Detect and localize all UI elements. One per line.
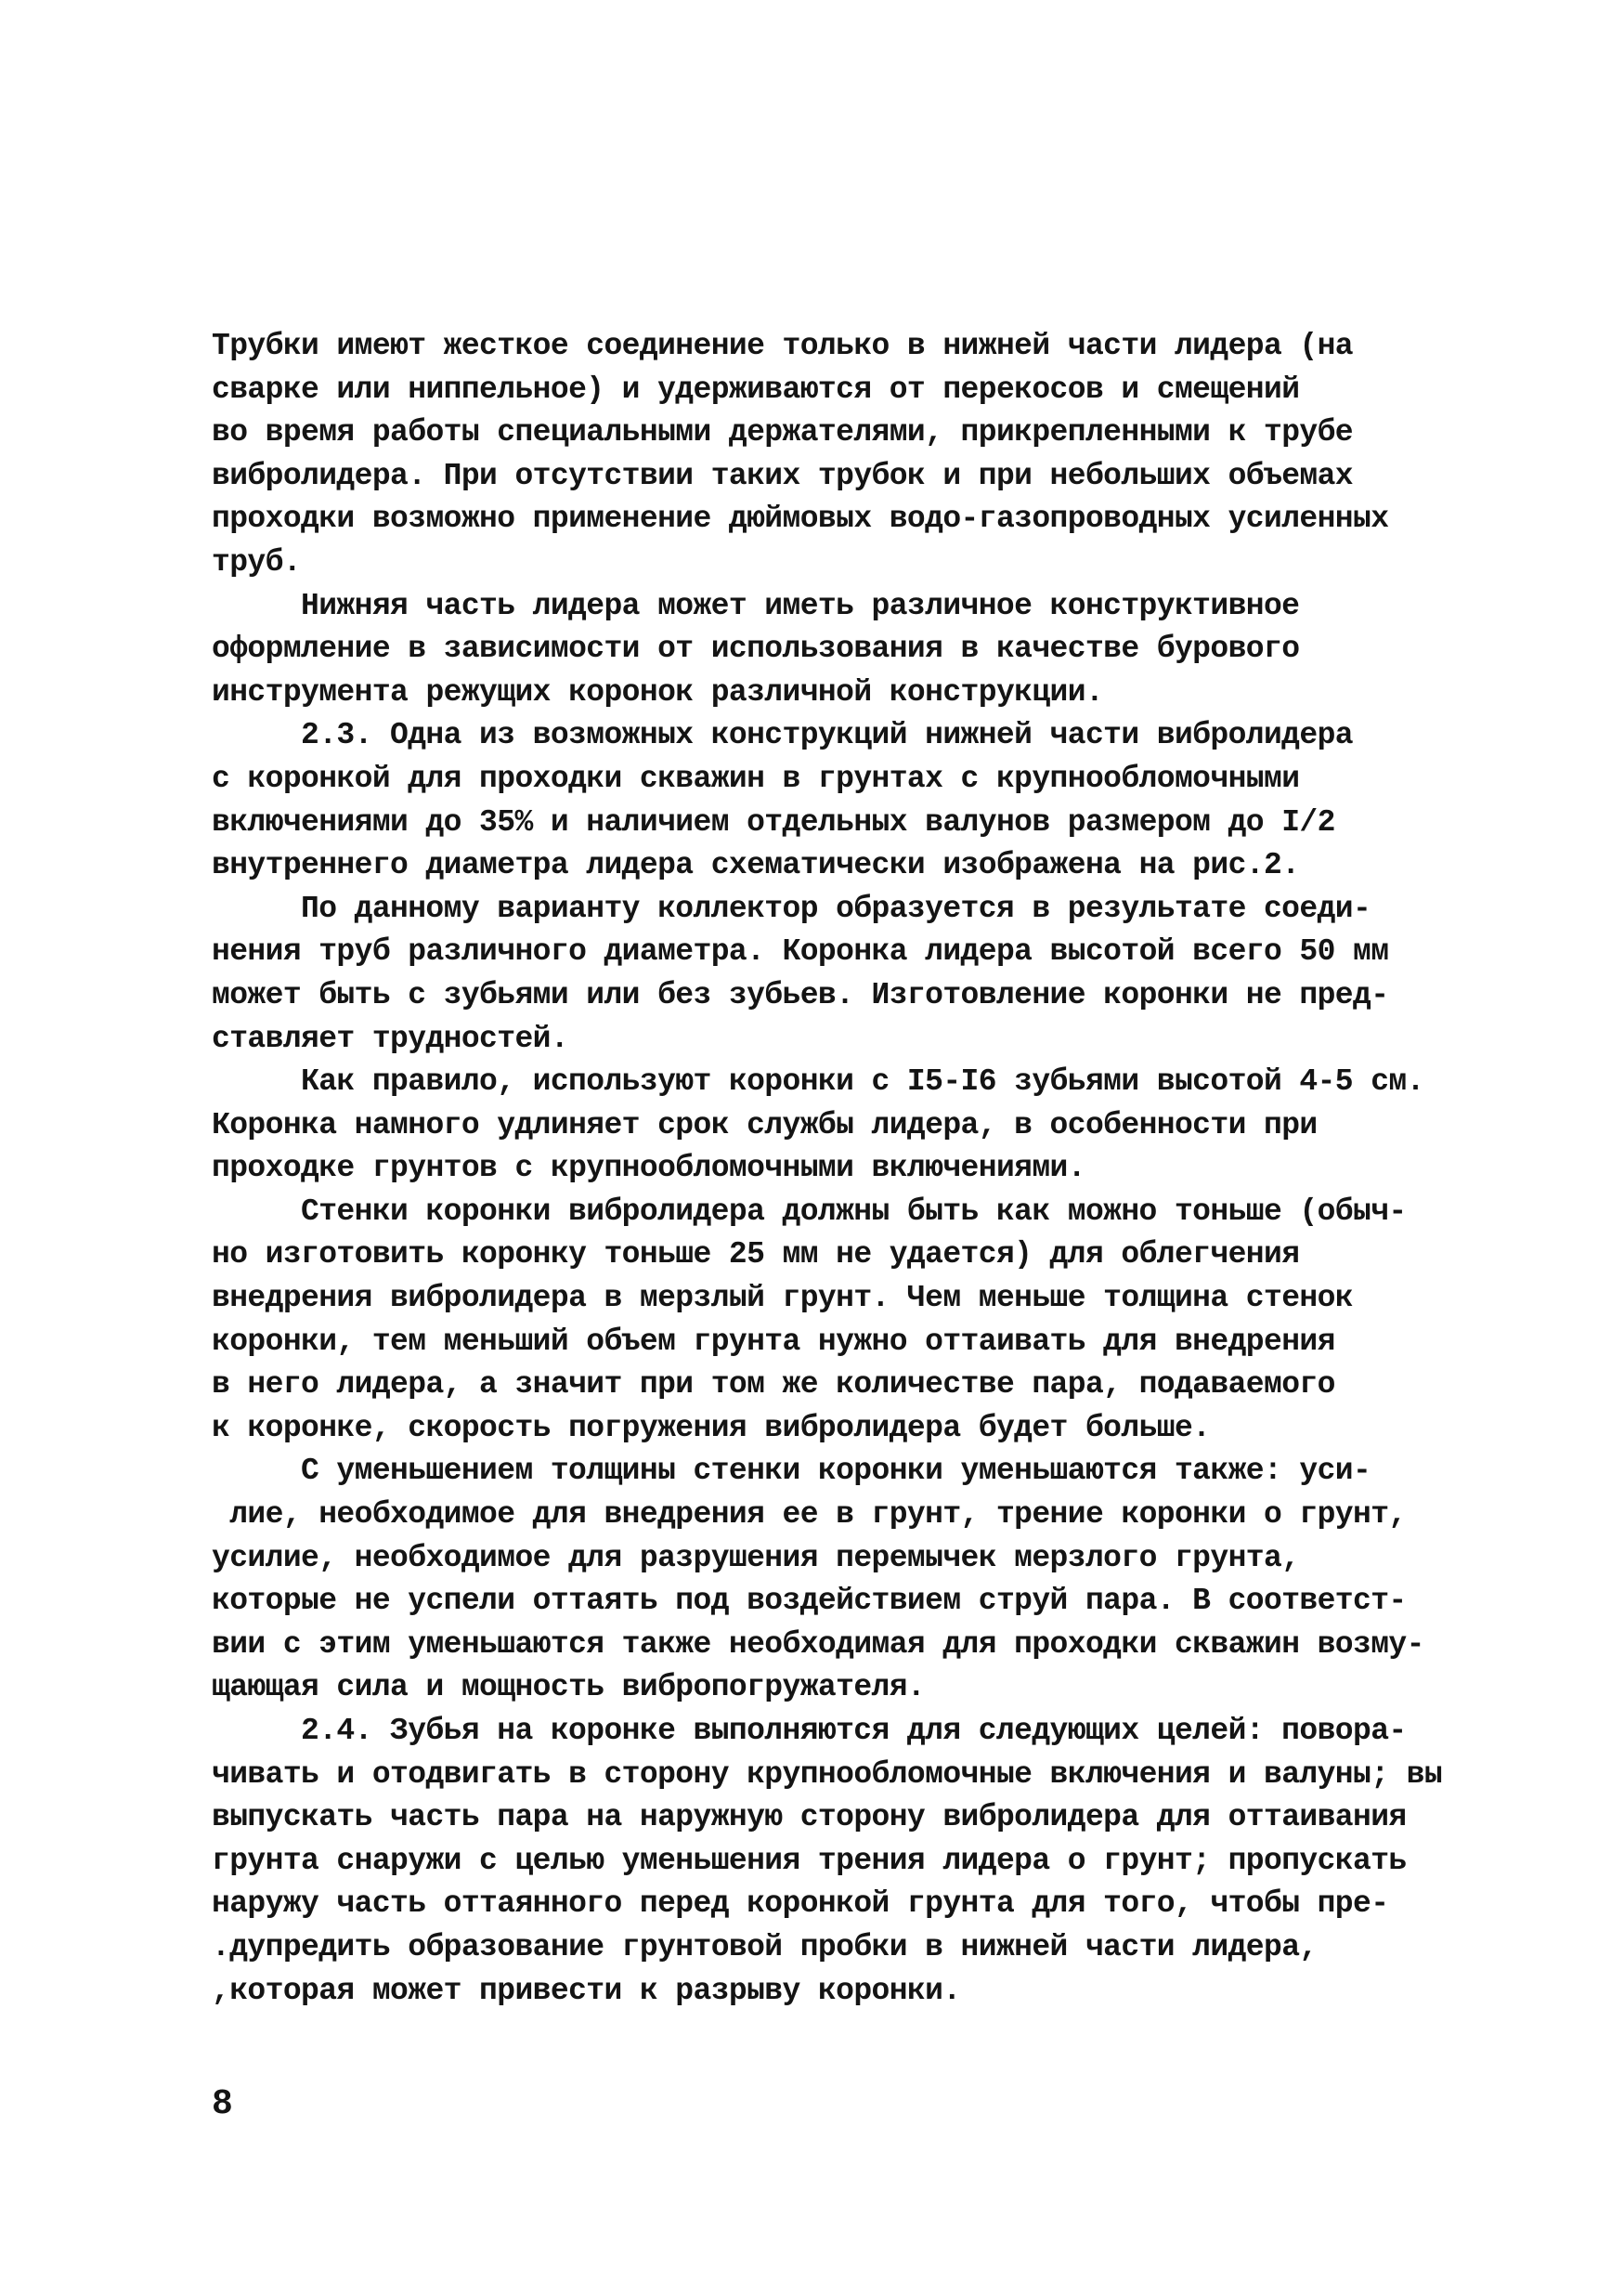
text-line: ,которая может привести к разрыву коронки.: [212, 1973, 961, 2008]
text-line: внутреннего диаметра лидера схематически изображена на рис.2.: [212, 848, 1300, 883]
text-line: внедрения вибролидера в мерзлый грунт. Чем меньше толщина стенок: [212, 1281, 1354, 1316]
text-line: проходке грунтов с крупнообломочными включениями.: [212, 1151, 1085, 1186]
text-line: С уменьшением толщины стенки коронки уменьшаются также: уси-: [301, 1454, 1371, 1489]
text-line: во время работы специальными держателями, прикрепленными к трубе: [212, 415, 1354, 450]
text-line: чивать и отодвигать в сторону крупнообломочные включения и валуны; вы: [212, 1756, 1443, 1792]
text-line: .дупредить образование грунтовой пробки в нижней части лидера,: [212, 1929, 1318, 1964]
text-line: коронки, тем меньший объем грунта нужно оттаивать для внедрения: [212, 1324, 1335, 1359]
text-line: ставляет трудностей.: [212, 1021, 569, 1056]
text-line: усилие, необходимое для разрушения перемычек мерзлого грунта,: [212, 1540, 1300, 1575]
page-number: 8: [212, 2084, 233, 2124]
text-line: грунта снаружи с целью уменьшения трения лидера о грунт; пропускать: [212, 1843, 1407, 1878]
body-text: [212, 325, 1456, 2013]
text-line: инструмента режущих коронок различной конструкции.: [212, 674, 1104, 710]
text-line: Коронка намного удлиняет срок службы лидера, в особенности при: [212, 1107, 1318, 1142]
text-line: вии с этим уменьшаются также необходимая для проходки скважин возму-: [212, 1626, 1424, 1662]
text-line: с коронкой для проходки скважин в грунтах с крупнообломочными: [212, 761, 1300, 796]
text-line: проходки возможно применение дюймовых водо-газопроводных усиленных: [212, 502, 1389, 537]
text-line: Как правило, используют коронки с I5-I6 зубьями высотой 4-5 см.: [301, 1064, 1424, 1100]
text-line: в него лидера, а значит при том же количестве пара, подаваемого: [212, 1367, 1335, 1402]
text-line: оформление в зависимости от использования в качестве бурового: [212, 632, 1300, 667]
text-line: нения труб различного диаметра. Коронка лидера высотой всего 50 мм: [212, 934, 1389, 970]
text-line: вибролидера. При отсутствии таких трубок и при небольших объемах: [212, 458, 1354, 493]
text-line: может быть с зубьями или без зубьев. Изготовление коронки не пред-: [212, 977, 1389, 1012]
text-line: которые не успели оттаять под воздействием струй пара. В соответст-: [212, 1584, 1407, 1619]
text-line: включениями до 35% и наличием отдельных валунов размером до I/2: [212, 804, 1335, 840]
text-line: труб.: [212, 544, 302, 580]
text-line: выпускать часть пара на наружную сторону вибролидера для оттаивания: [212, 1800, 1407, 1835]
text-line: к коронке, скорость погружения вибролидера будет больше.: [212, 1410, 1211, 1445]
text-line: Стенки коронки вибролидера должны быть как можно тоньше (обыч-: [301, 1194, 1407, 1229]
text-line: но изготовить коронку тоньше 25 мм не удается) для облегчения: [212, 1237, 1300, 1272]
text-line: Трубки имеют жесткое соединение только в нижней части лидера (на: [212, 329, 1354, 363]
text-line: сварке или ниппельное) и удерживаются от перекосов и смещений: [212, 372, 1300, 407]
text-line: щающая сила и мощность вибропогружателя.: [212, 1670, 926, 1705]
text-line: Нижняя часть лидера может иметь различное конструктивное: [301, 588, 1300, 623]
text-line: По данному варианту коллектор образуется в результате соеди-: [301, 891, 1371, 926]
text-line: лие, необходимое для внедрения ее в грунт, трение коронки о грунт,: [212, 1497, 1407, 1533]
text-line: 2.3. Одна из возможных конструкций нижней части вибролидера: [301, 718, 1353, 753]
text-line: наружу часть оттаянного перед коронкой грунта для того, чтобы пре-: [212, 1886, 1389, 1922]
text-line: 2.4. Зубья на коронке выполняются для следующих целей: повора-: [301, 1714, 1407, 1748]
